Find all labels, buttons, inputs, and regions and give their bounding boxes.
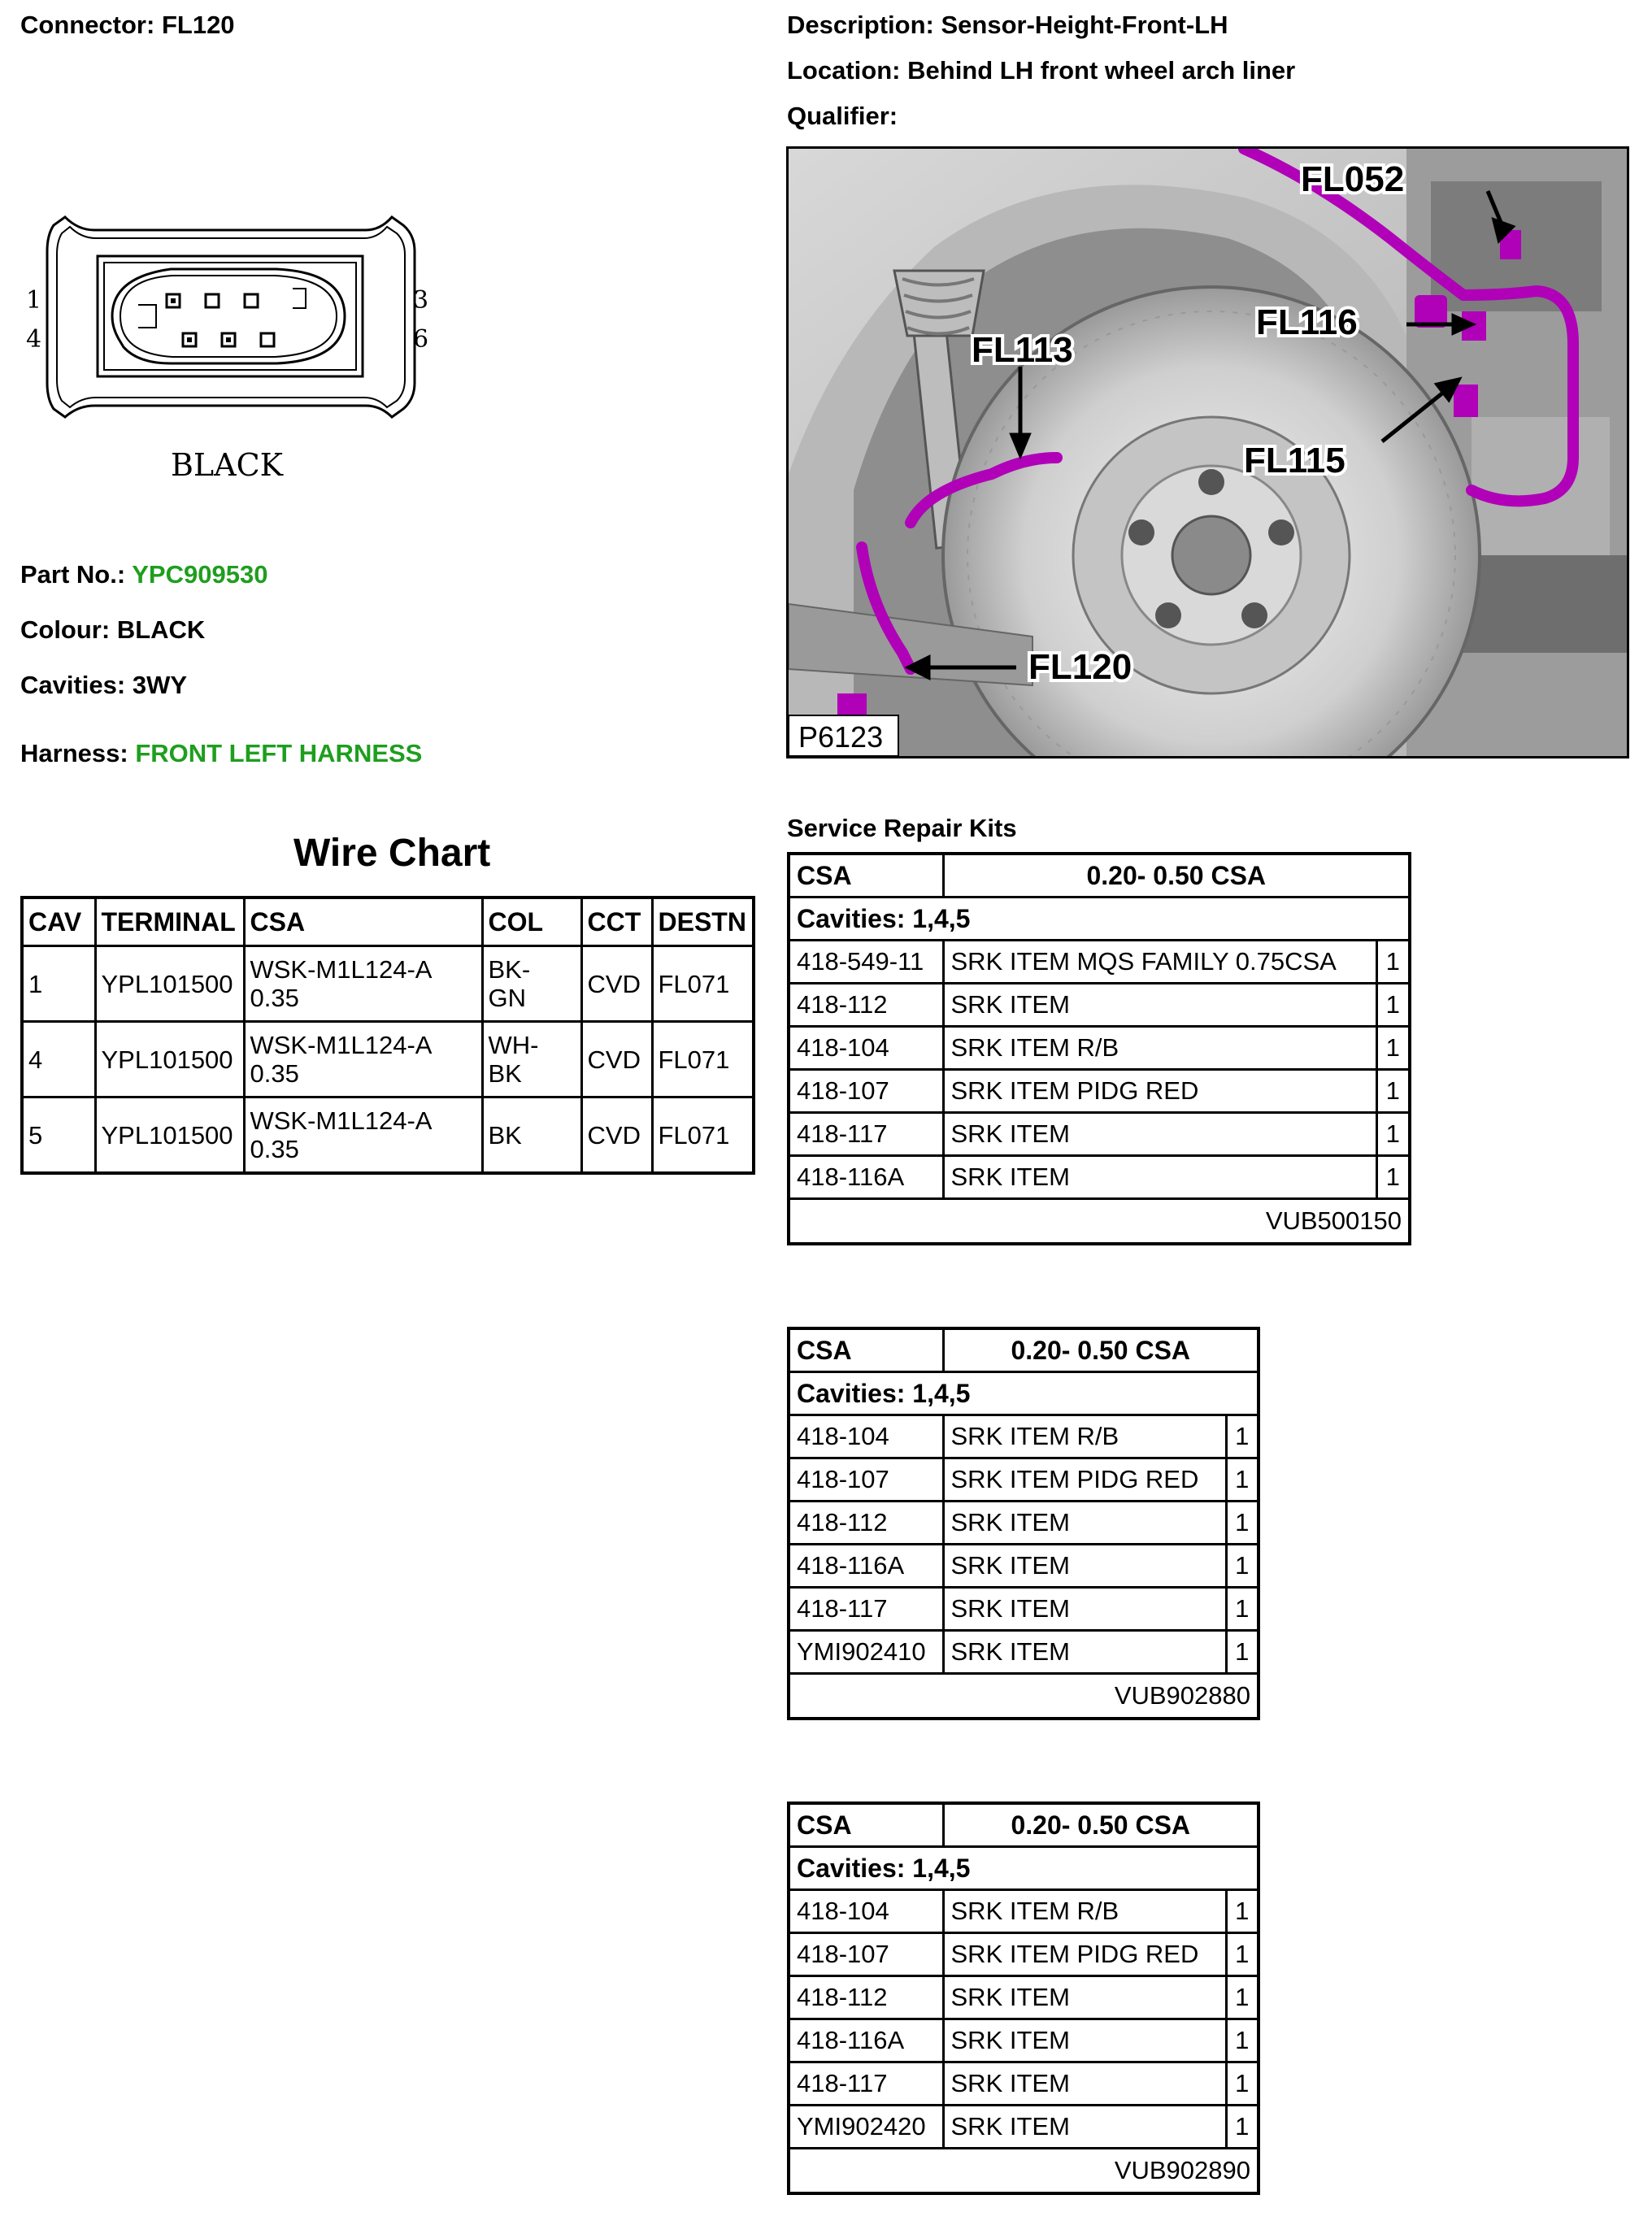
kit-qty: 1 xyxy=(1226,2062,1259,2106)
part-no-value[interactable]: YPC909530 xyxy=(132,560,268,589)
cct-cell: CVD xyxy=(581,1097,652,1174)
kit-ref: VUB902890 xyxy=(789,2149,1259,2194)
table-row xyxy=(789,941,1410,984)
kit-qty: 1 xyxy=(1376,1156,1410,1199)
kit-part: 418-104 xyxy=(789,1890,943,1933)
harness-value[interactable]: FRONT LEFT HARNESS xyxy=(135,739,423,767)
kit-csa-label: CSA xyxy=(789,1328,943,1372)
kit-csa-label: CSA xyxy=(789,854,943,898)
kit-desc: SRK ITEM xyxy=(943,1631,1226,1674)
table-row xyxy=(22,1022,754,1097)
location-line xyxy=(787,55,1295,86)
kit-part: 418-107 xyxy=(789,1458,943,1502)
table-row xyxy=(789,1545,1259,1588)
kit-qty: 1 xyxy=(1226,1502,1259,1545)
kit-qty: 1 xyxy=(1376,1070,1410,1113)
table-row xyxy=(789,2106,1259,2149)
kit-header-row xyxy=(789,854,1410,898)
header-csa: CSA xyxy=(244,898,482,946)
harness-line xyxy=(20,738,422,769)
table-row xyxy=(22,1097,754,1174)
connector-line xyxy=(20,10,235,41)
kit-desc: SRK ITEM PIDG RED xyxy=(943,1458,1226,1502)
kit-desc: SRK ITEM R/B xyxy=(943,1890,1226,1933)
kit-csa-range: 0.20- 0.50 CSA xyxy=(943,1328,1259,1372)
kit-desc: SRK ITEM xyxy=(943,1976,1226,2019)
table-row xyxy=(789,1502,1259,1545)
table-row xyxy=(789,1976,1259,2019)
description-label: Description: xyxy=(787,11,934,39)
kit-part: 418-112 xyxy=(789,984,943,1027)
repair-kit-table-2 xyxy=(787,1327,1260,1720)
kit-qty: 1 xyxy=(1226,1890,1259,1933)
kit-part: 418-107 xyxy=(789,1933,943,1976)
wire-chart-header-row xyxy=(22,898,754,946)
pin-label-3: 3 xyxy=(413,286,429,315)
colour-value: BLACK xyxy=(116,615,206,644)
kit-cavities-row xyxy=(789,1847,1259,1890)
kit-ref-row xyxy=(789,1674,1259,1719)
table-row xyxy=(789,1156,1410,1199)
kit-ref-row xyxy=(789,1199,1410,1245)
kit-part: 418-107 xyxy=(789,1070,943,1113)
wheel-arch-illustration xyxy=(789,149,1627,756)
table-row xyxy=(22,946,754,1022)
kit-qty: 1 xyxy=(1376,941,1410,984)
connector-face-diagram xyxy=(16,207,439,488)
kit-header-row xyxy=(789,1328,1259,1372)
table-row xyxy=(789,2062,1259,2106)
kit-desc: SRK ITEM xyxy=(943,1588,1226,1631)
header-cct: CCT xyxy=(581,898,652,946)
table-row xyxy=(789,1113,1410,1156)
description-value: Sensor-Height-Front-LH xyxy=(941,11,1228,39)
kit-cavities-row xyxy=(789,1372,1259,1415)
kit-part: 418-549-11 xyxy=(789,941,943,984)
terminal-cell: YPL101500 xyxy=(95,1022,244,1097)
wire-chart-table xyxy=(20,896,755,1175)
header-terminal: TERMINAL xyxy=(95,898,244,946)
destn-cell[interactable]: FL071 xyxy=(652,1022,754,1097)
kit-csa-range: 0.20- 0.50 CSA xyxy=(943,854,1410,898)
pin-label-1: 1 xyxy=(26,286,42,315)
wire-chart-title: Wire Chart xyxy=(293,832,491,875)
connector-value: FL120 xyxy=(161,11,235,39)
connector-outline-drawing xyxy=(16,207,439,488)
cct-cell: CVD xyxy=(581,946,652,1022)
photo-ref: P6123 xyxy=(798,720,884,754)
qualifier-line xyxy=(787,101,898,132)
table-row xyxy=(789,1070,1410,1113)
location-value: Behind LH front wheel arch liner xyxy=(907,56,1296,85)
kit-header-row xyxy=(789,1803,1259,1847)
kit-desc: SRK ITEM xyxy=(943,1502,1226,1545)
connector-colour-caption: BLACK xyxy=(171,447,284,483)
kit-csa-label: CSA xyxy=(789,1803,943,1847)
kit-desc: SRK ITEM xyxy=(943,1545,1226,1588)
kit-desc: SRK ITEM xyxy=(943,2106,1226,2149)
kit-qty: 1 xyxy=(1376,1027,1410,1070)
kit-qty: 1 xyxy=(1226,1415,1259,1458)
header-col: COL xyxy=(482,898,581,946)
csa-cell: WSK-M1L124-A 0.35 xyxy=(244,1097,482,1174)
terminal-cell: YPL101500 xyxy=(95,946,244,1022)
kit-qty: 1 xyxy=(1226,2106,1259,2149)
kit-cavities: Cavities: 1,4,5 xyxy=(789,1372,1259,1415)
table-row xyxy=(789,984,1410,1027)
kit-part: 418-117 xyxy=(789,1113,943,1156)
header-cav: CAV xyxy=(22,898,95,946)
kit-ref: VUB500150 xyxy=(789,1199,1410,1245)
pin-label-4: 4 xyxy=(26,325,42,354)
table-row xyxy=(789,1458,1259,1502)
kit-desc: SRK ITEM xyxy=(943,1113,1376,1156)
kit-part: 418-117 xyxy=(789,2062,943,2106)
cavity-2 xyxy=(206,294,219,307)
callout-fl115: FL115 xyxy=(1244,441,1346,480)
kit-part: YMI902420 xyxy=(789,2106,943,2149)
connector-label: Connector: xyxy=(20,11,155,39)
kit-qty: 1 xyxy=(1376,984,1410,1027)
cavities-label: Cavities: xyxy=(20,671,126,699)
location-label: Location: xyxy=(787,56,901,85)
header-destn: DESTN xyxy=(652,898,754,946)
cavities-line xyxy=(20,670,187,701)
pin-label-6: 6 xyxy=(413,325,429,354)
kit-csa-range: 0.20- 0.50 CSA xyxy=(943,1803,1259,1847)
kit-desc: SRK ITEM R/B xyxy=(943,1415,1226,1458)
cct-cell: CVD xyxy=(581,1022,652,1097)
kit-desc: SRK ITEM xyxy=(943,2019,1226,2062)
kit-ref-row xyxy=(789,2149,1259,2194)
kit-qty: 1 xyxy=(1226,1933,1259,1976)
kit-part: 418-116A xyxy=(789,2019,943,2062)
table-row xyxy=(789,1027,1410,1070)
kit-qty: 1 xyxy=(1226,2019,1259,2062)
kit-desc: SRK ITEM xyxy=(943,1156,1376,1199)
colour-label: Colour: xyxy=(20,615,111,644)
cavity-6 xyxy=(261,333,274,346)
kit-desc: SRK ITEM PIDG RED xyxy=(943,1933,1226,1976)
cavities-value: 3WY xyxy=(132,671,188,699)
table-row xyxy=(789,1933,1259,1976)
kit-part: 418-112 xyxy=(789,1976,943,2019)
kit-part: YMI902410 xyxy=(789,1631,943,1674)
cavity-3 xyxy=(245,294,258,307)
repair-kit-table-1 xyxy=(787,852,1411,1245)
table-row xyxy=(789,2019,1259,2062)
harness-label: Harness: xyxy=(20,739,128,767)
repair-kit-table-3 xyxy=(787,1802,1260,2195)
destn-cell[interactable]: FL071 xyxy=(652,946,754,1022)
callout-fl052: FL052 xyxy=(1301,159,1405,199)
table-row xyxy=(789,1631,1259,1674)
kit-desc: SRK ITEM R/B xyxy=(943,1027,1376,1070)
kit-part: 418-112 xyxy=(789,1502,943,1545)
colour-line xyxy=(20,615,205,645)
kit-qty: 1 xyxy=(1226,1976,1259,2019)
kit-part: 418-104 xyxy=(789,1027,943,1070)
callout-fl116: FL116 xyxy=(1256,302,1358,342)
kit-qty: 1 xyxy=(1226,1545,1259,1588)
destn-cell[interactable]: FL071 xyxy=(652,1097,754,1174)
location-photo xyxy=(786,146,1629,758)
kit-desc: SRK ITEM MQS FAMILY 0.75CSA xyxy=(943,941,1376,984)
qualifier-label: Qualifier: xyxy=(787,102,898,130)
callout-fl120: FL120 xyxy=(1028,647,1132,687)
col-cell: BK xyxy=(482,1097,581,1174)
table-row xyxy=(789,1415,1259,1458)
col-cell: WH- BK xyxy=(482,1022,581,1097)
terminal-cell: YPL101500 xyxy=(95,1097,244,1174)
description-line xyxy=(787,10,1228,41)
csa-cell: WSK-M1L124-A 0.35 xyxy=(244,946,482,1022)
kit-part: 418-117 xyxy=(789,1588,943,1631)
kit-qty: 1 xyxy=(1376,1113,1410,1156)
cav-cell: 1 xyxy=(22,946,95,1022)
kit-qty: 1 xyxy=(1226,1588,1259,1631)
part-no-line xyxy=(20,559,267,590)
kit-desc: SRK ITEM xyxy=(943,984,1376,1027)
kit-part: 418-104 xyxy=(789,1415,943,1458)
col-cell: BK- GN xyxy=(482,946,581,1022)
callout-fl113: FL113 xyxy=(972,330,1073,370)
kit-part: 418-116A xyxy=(789,1156,943,1199)
cav-cell: 4 xyxy=(22,1022,95,1097)
kit-ref: VUB902880 xyxy=(789,1674,1259,1719)
kit-cavities: Cavities: 1,4,5 xyxy=(789,898,1410,941)
kit-cavities: Cavities: 1,4,5 xyxy=(789,1847,1259,1890)
kit-cavities-row xyxy=(789,898,1410,941)
kit-qty: 1 xyxy=(1226,1631,1259,1674)
service-repair-kits-heading: Service Repair Kits xyxy=(787,814,1017,842)
table-row xyxy=(789,1890,1259,1933)
kit-desc: SRK ITEM PIDG RED xyxy=(943,1070,1376,1113)
kit-part: 418-116A xyxy=(789,1545,943,1588)
kit-qty: 1 xyxy=(1226,1458,1259,1502)
cav-cell: 5 xyxy=(22,1097,95,1174)
csa-cell: WSK-M1L124-A 0.35 xyxy=(244,1022,482,1097)
part-no-label: Part No.: xyxy=(20,560,126,589)
kit-desc: SRK ITEM xyxy=(943,2062,1226,2106)
table-row xyxy=(789,1588,1259,1631)
